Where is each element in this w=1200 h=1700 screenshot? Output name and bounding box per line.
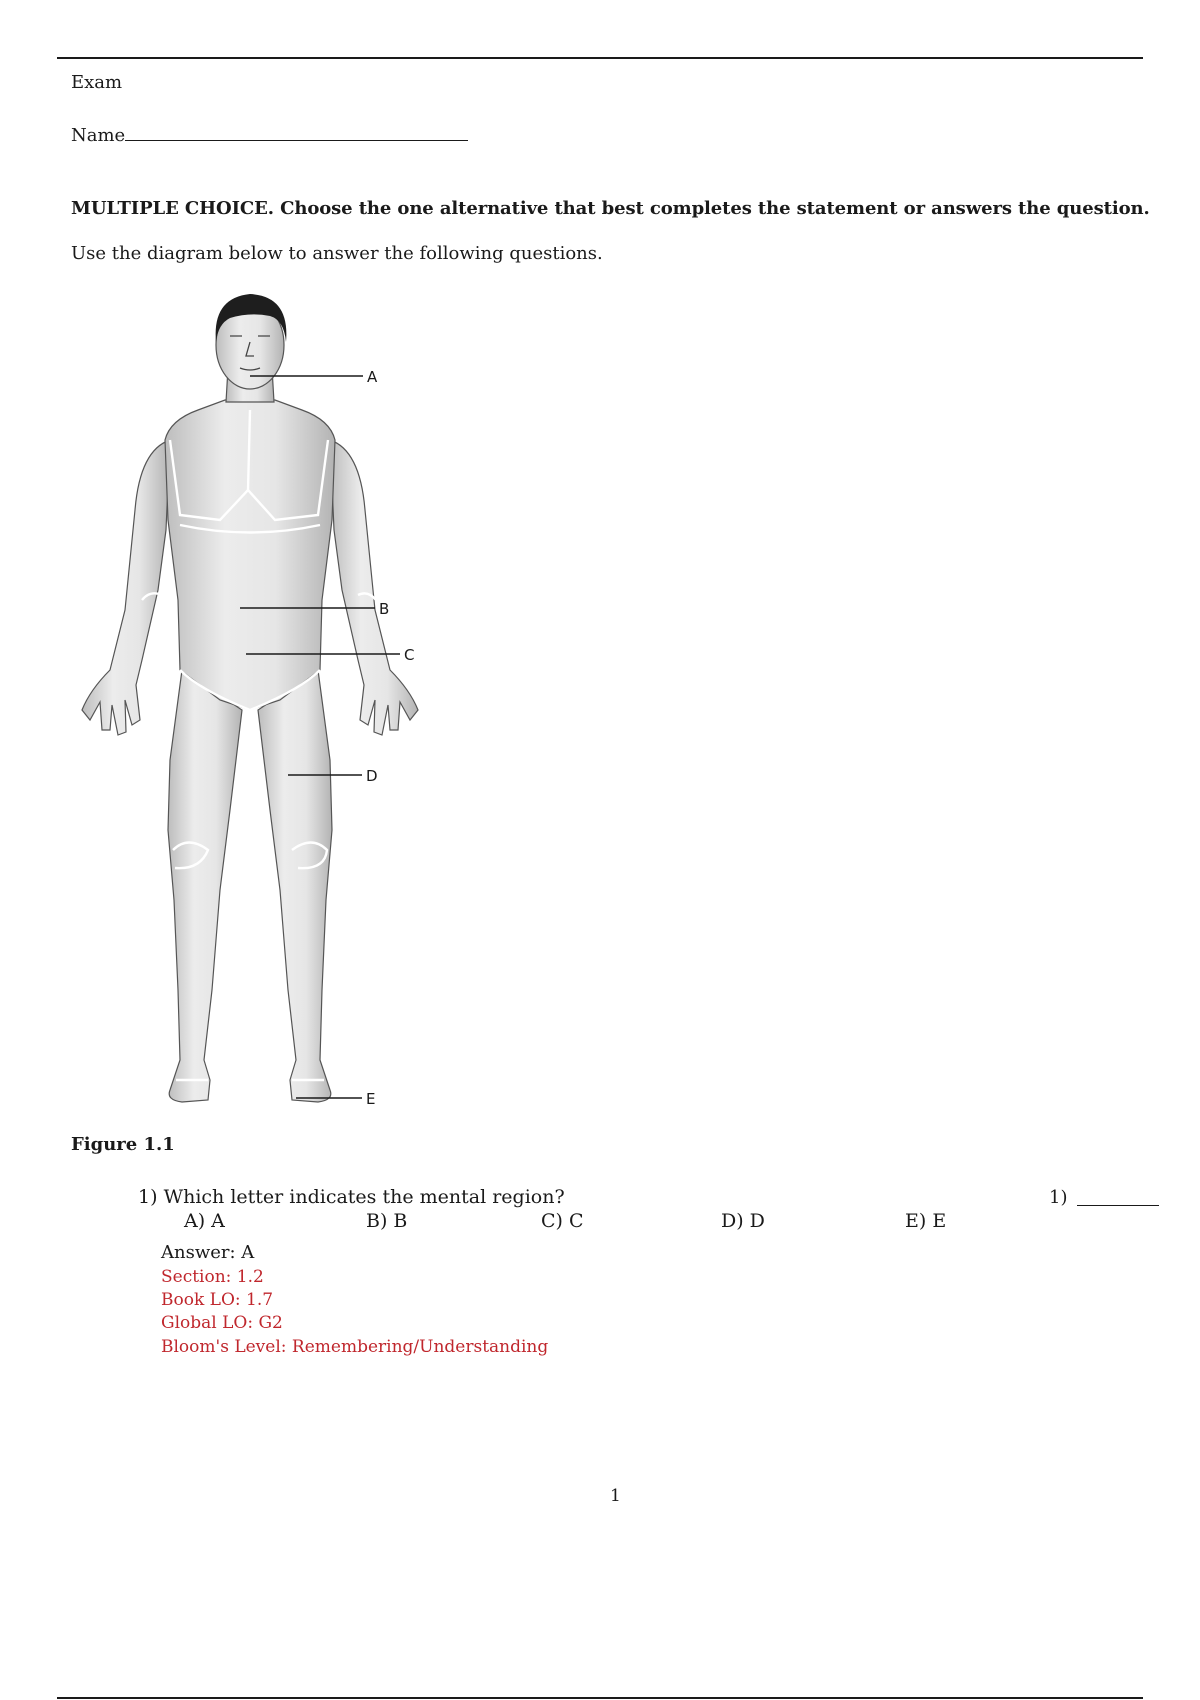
answer-blank[interactable] [1077, 1205, 1159, 1206]
choice-e[interactable]: E) E [905, 1210, 947, 1232]
figure-caption: Figure 1.1 [71, 1134, 175, 1155]
choice-b[interactable]: B) B [366, 1210, 408, 1232]
exam-title: Exam [71, 72, 123, 93]
label-d: D [366, 767, 378, 785]
page-number: 1 [610, 1486, 621, 1506]
name-label: Name [71, 125, 126, 146]
label-a: A [367, 368, 378, 386]
choice-c[interactable]: C) C [541, 1210, 584, 1232]
name-field[interactable] [71, 122, 468, 146]
question-text [138, 1186, 565, 1208]
top-rule [57, 57, 1143, 59]
choice-a[interactable]: A) A [184, 1210, 225, 1232]
anatomy-figure [70, 290, 430, 1120]
label-b: B [379, 600, 390, 618]
answer-number: 1) [1049, 1187, 1068, 1208]
bottom-rule [57, 1697, 1143, 1699]
meta-global-lo: Global LO: G2 [161, 1313, 283, 1333]
name-blank[interactable] [125, 122, 468, 141]
question-number: 1) [138, 1186, 158, 1208]
instructions: MULTIPLE CHOICE. Choose the one alternative that best completes the statement or answers the question. [71, 198, 1150, 219]
question-prompt: Which letter indicates the mental region? [163, 1186, 565, 1208]
meta-book-lo: Book LO: 1.7 [161, 1290, 274, 1310]
label-c: C [404, 646, 415, 664]
meta-section: Section: 1.2 [161, 1267, 264, 1287]
choice-d[interactable]: D) D [721, 1210, 765, 1232]
meta-bloom-level: Bloom's Level: Remembering/Understanding [161, 1337, 549, 1357]
label-e: E [366, 1090, 376, 1108]
answer-text: Answer: A [161, 1242, 255, 1263]
figure-intro: Use the diagram below to answer the following questions. [71, 243, 603, 264]
